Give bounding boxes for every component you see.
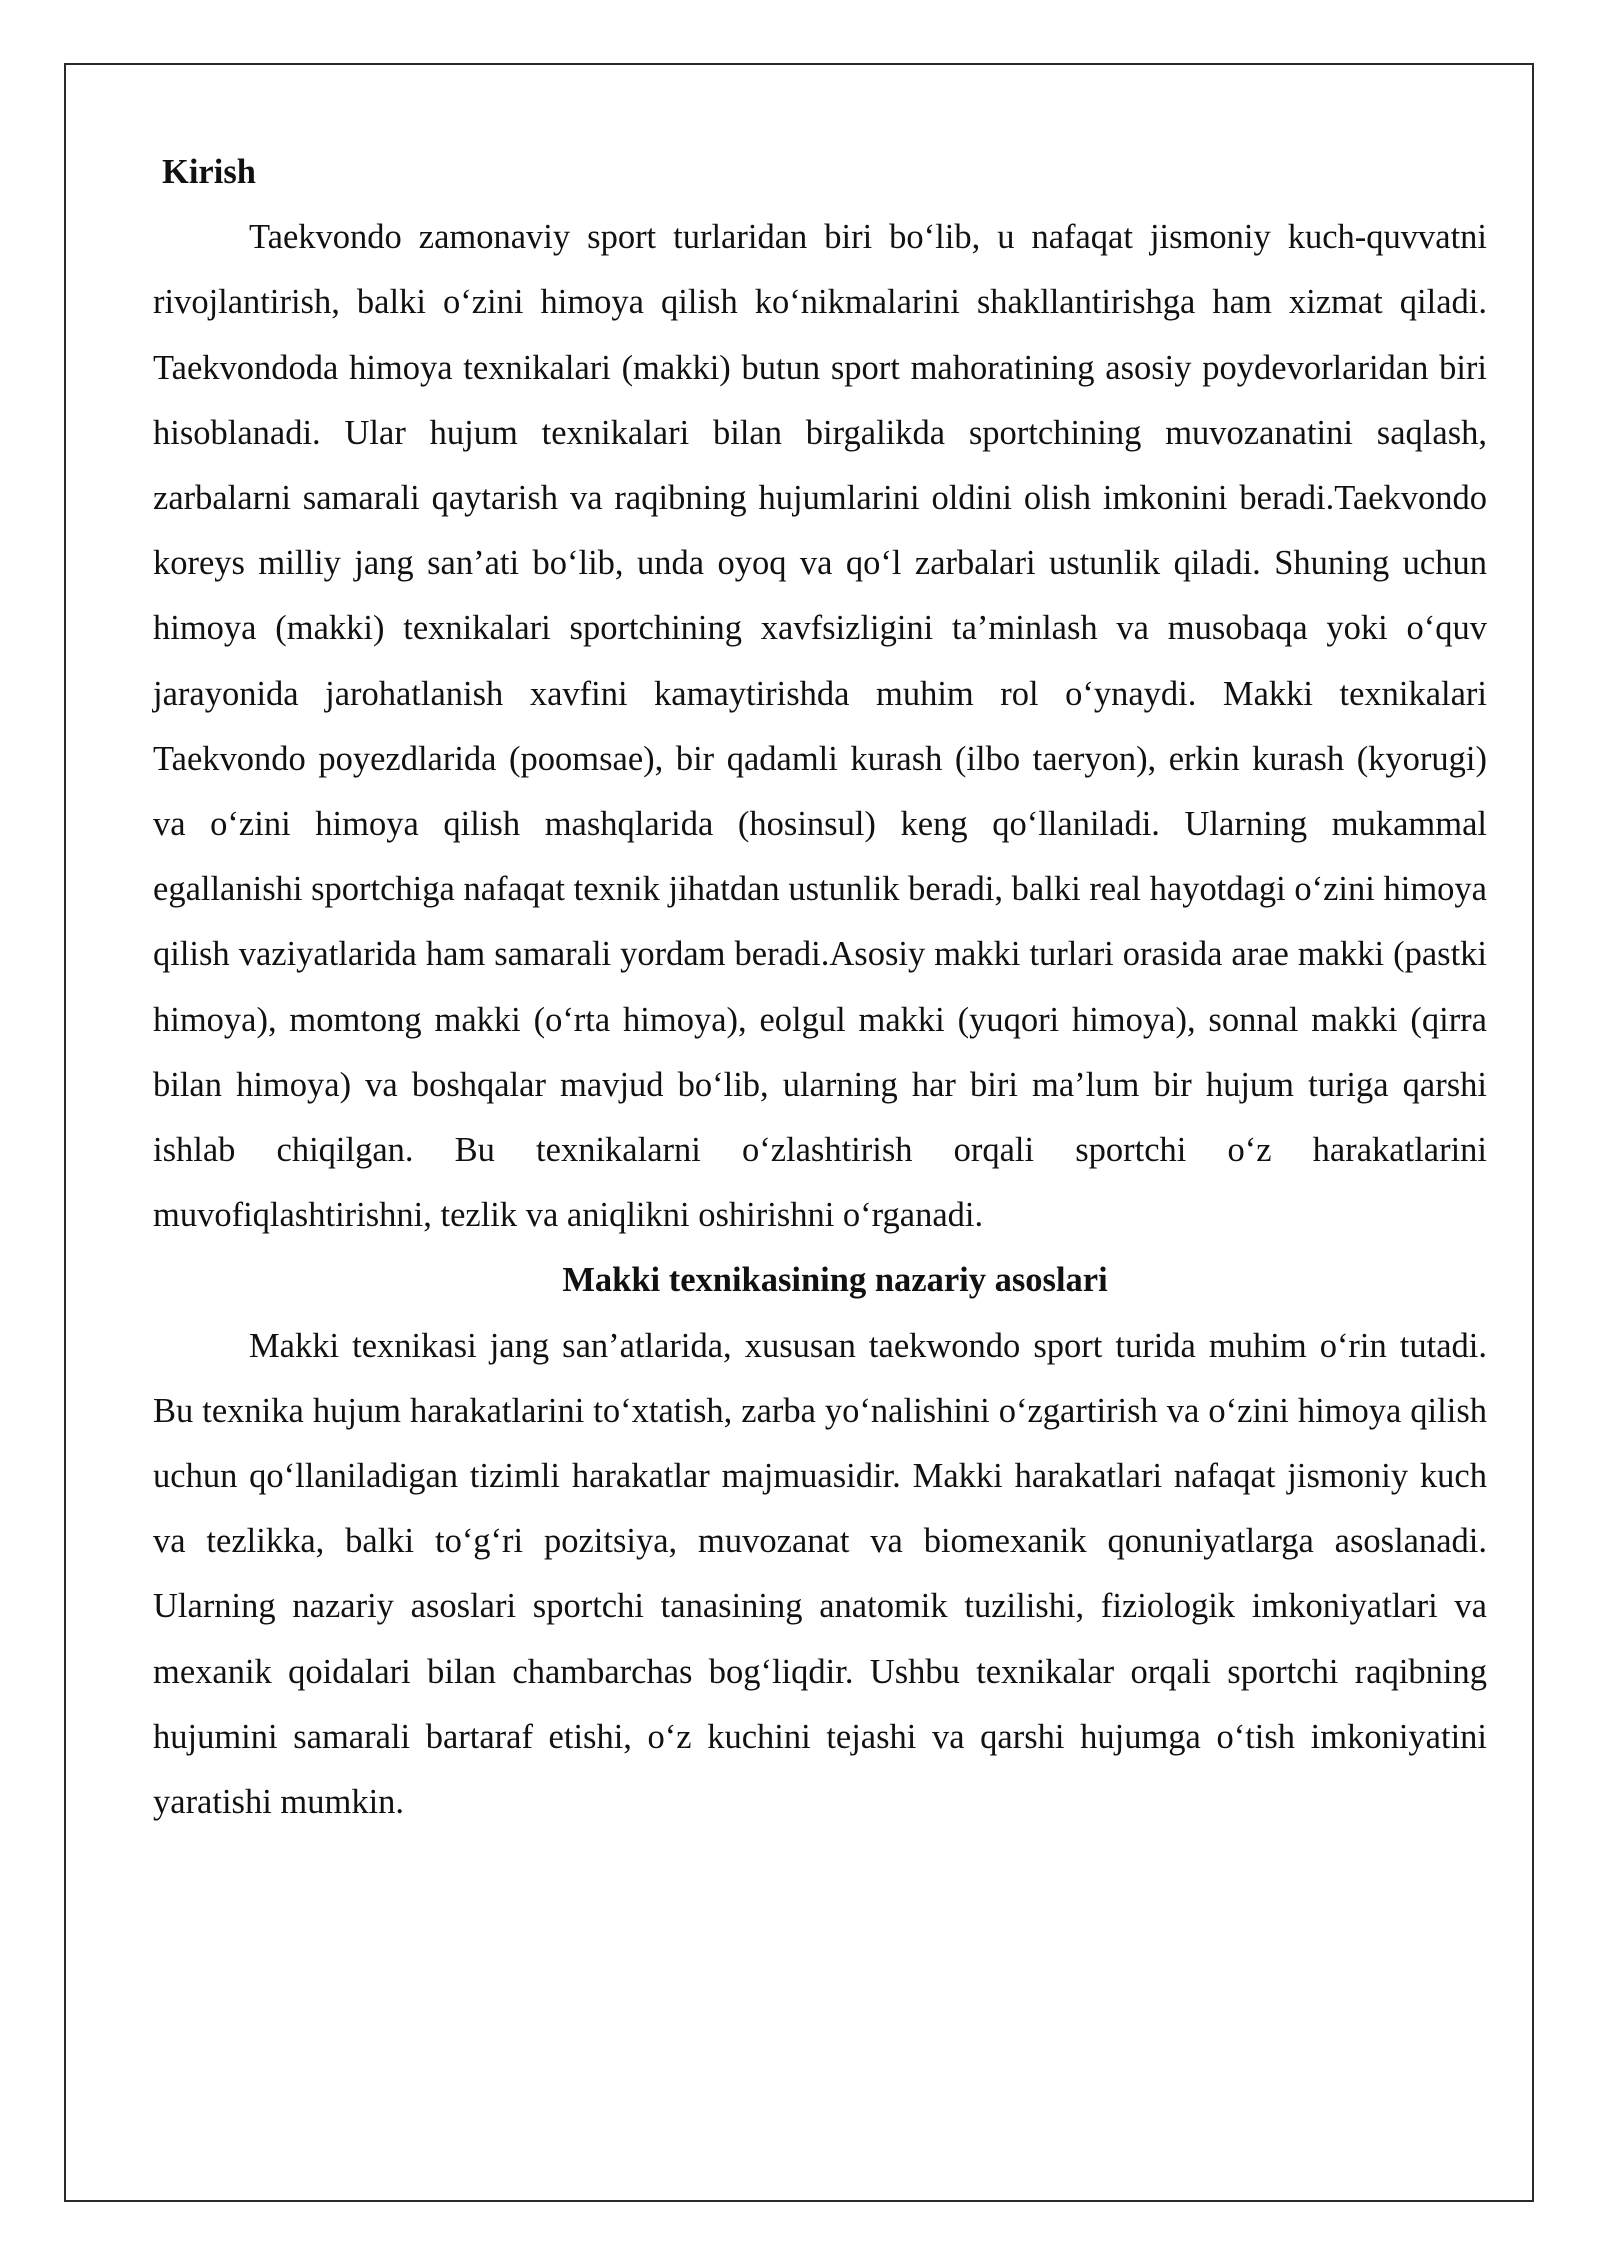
document-body bbox=[153, 140, 1487, 1835]
section-heading-theory: Makki texnikasining nazariy asoslari bbox=[562, 1261, 1108, 1300]
paragraph-introduction: Taekvondo zamonaviy sport turlaridan biri bo‘lib, u nafaqat jismoniy kuch-quvvatni rivojlantirish, balki o‘zini himoya qilish ko‘nikmalarini shakllantirishga ham xizmat qiladi. Taekvondoda himoya texnikalari (makki) butun sport mahoratining asosiy poydevorlaridan biri hisoblanadi. Ular hujum texnikalari bilan birgalikda sportchining muvozanatini saqlash, zarbalarni samarali qaytarish va raqibning hujumlarini oldini olish imkonini beradi.Taekvondo koreys milliy jang san’ati bo‘lib, unda oyoq va qo‘l zarbalari ustunlik qiladi. Shuning uchun himoya (makki) texnikalari sportchining xavfsizligini ta’minlash va musobaqa yoki o‘quv jarayonida jarohatlanish xavfini kamaytirishda muhim rol o‘ynaydi. Makki texnikalari Taekvondo poyezdlarida (poomsae), bir qadamli kurash (ilbo taeryon), erkin kurash (kyorugi) va o‘zini himoya qilish mashqlarida (hosinsul) keng qo‘llaniladi. Ularning mukammal egallanishi sportchiga nafaqat texnik jihatdan ustunlik beradi, balki real hayotdagi o‘zini himoya qilish vaziyatlarida ham samarali yordam beradi.Asosiy makki turlari orasida arae makki (pastki himoya), momtong makki (o‘rta himoya), eolgul makki (yuqori himoya), sonnal makki (qirra bilan himoya) va boshqalar mavjud bo‘lib, ularning har biri ma’lum bir hujum turiga qarshi ishlab chiqilgan. Bu texnikalarni o‘zlashtirish orqali sportchi o‘z harakatlarini muvofiqlashtirishni, tezlik va aniqlikni oshirishni o‘rganadi. bbox=[153, 218, 1487, 1235]
paragraph-theory: Makki texnikasi jang san’atlarida, xususan taekwondo sport turida muhim o‘rin tutadi. Bu texnika hujum harakatlarini to‘xtatish, zarba yo‘nalishini o‘zgartirish va o‘zini himoya qilish uchun qo‘llaniladigan tizimli harakatlar majmuasidir. Makki harakatlari nafaqat jismoniy kuch va tezlikka, balki to‘g‘ri pozitsiya, muvozanat va biomexanik qonuniyatlarga asoslanadi. Ularning nazariy asoslari sportchi tanasining anatomik tuzilishi, fiziologik imkoniyatlari va mexanik qoidalari bilan chambarchas bog‘liqdir. Ushbu texnikalar orqali sportchi raqibning hujumini samarali bartaraf etishi, o‘z kuchini tejashi va qarshi hujumga o‘tish imkoniyatini yaratishi mumkin. bbox=[153, 1326, 1487, 1822]
section-heading-kirish: Kirish bbox=[162, 153, 256, 191]
